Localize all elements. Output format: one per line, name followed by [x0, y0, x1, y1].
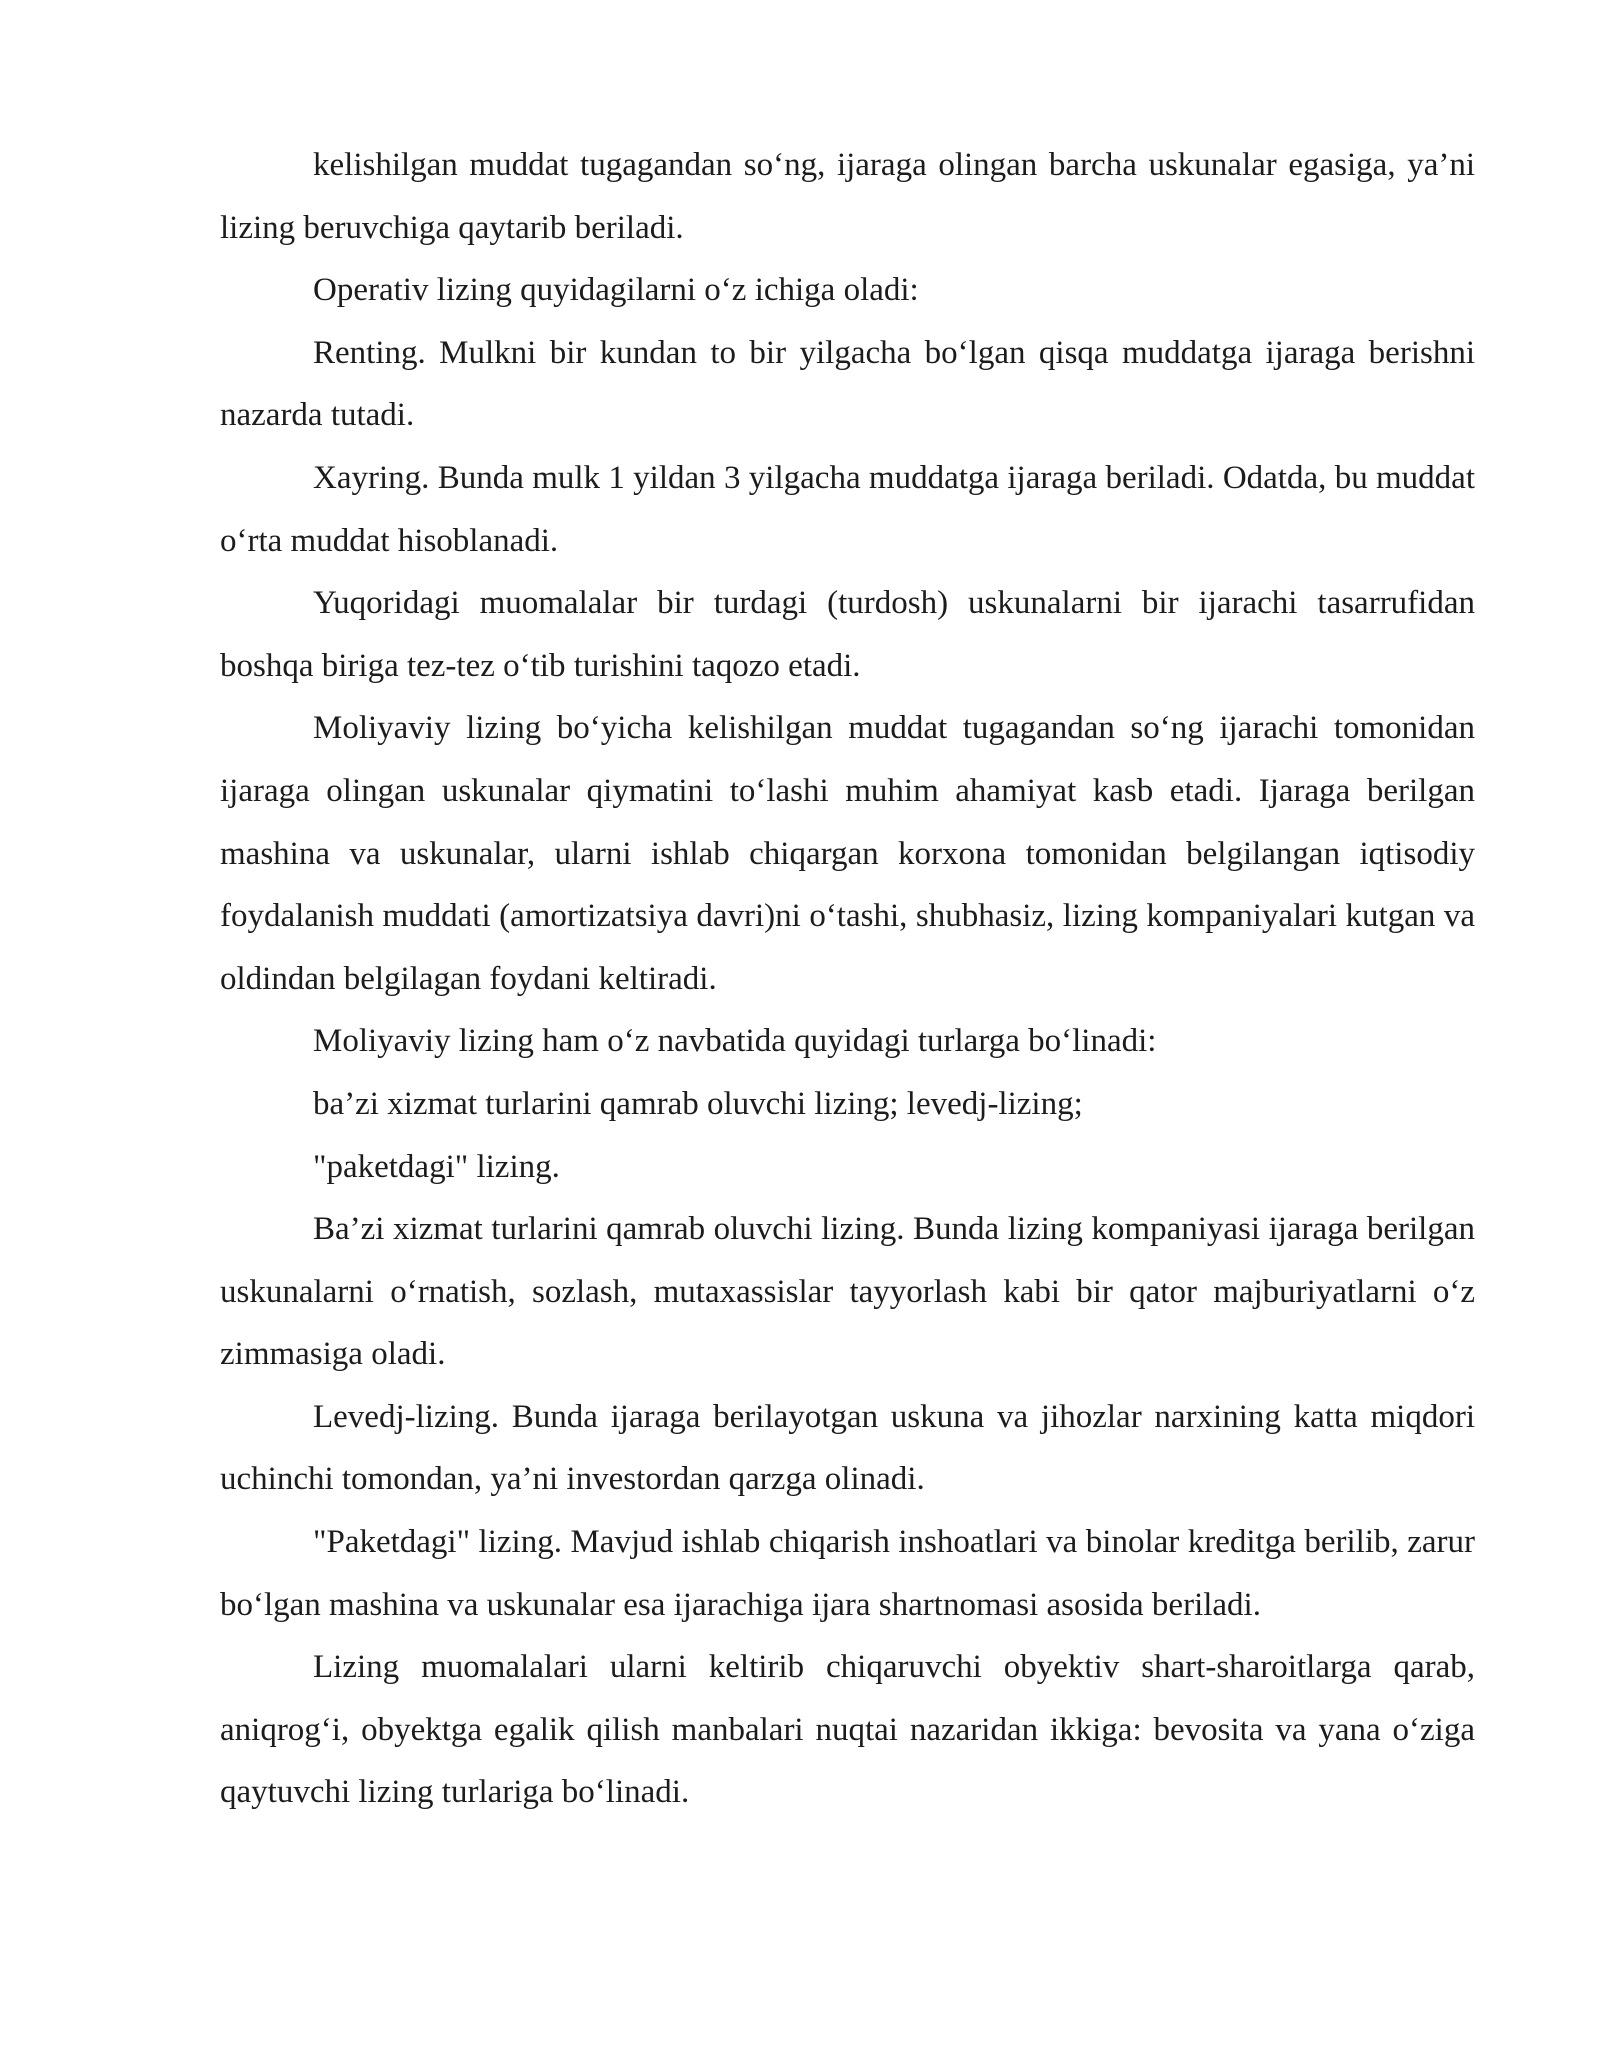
document-page: [220, 134, 1475, 1824]
paragraph-continuation: kelishilgan muddat tugagandan so‘ng, ijaraga olingan barcha uskunalar egasiga, ya’ni lizing beruvchiga qaytarib beriladi.: [220, 147, 1475, 246]
paragraph-xayring: Xayring. Bunda mulk 1 yildan 3 yilgacha muddatga ijaraga beriladi. Odatda, bu muddat o‘rta muddat hisoblanadi.: [220, 459, 1475, 559]
paragraph-paketdagi-lizing: "Paketdagi" lizing. Mavjud ishlab chiqarish inshoatlari va binolar kreditga berilib, zarur bo‘lgan mashina va uskunalar esa ijarachiga ijara shartnomasi asosida beriladi.: [220, 1524, 1475, 1623]
list-item-paketdagi: "paketdagi" lizing.: [313, 1148, 560, 1185]
paragraph-lizing-muomalalari: Lizing muomalalari ularni keltirib chiqaruvchi obyektiv shart-sharoitlarga qarab, aniqrog‘i, obyektga egalik qilish manbalari nuqtai nazaridan ikkiga: bevosita va yana o‘ziga qaytuvchi lizing turlariga bo‘linadi.: [220, 1649, 1475, 1811]
paragraph-moliyaviy-turlari: Moliyaviy lizing ham o‘z navbatida quyidagi turlarga bo‘linadi:: [313, 1023, 1157, 1060]
paragraph-yuqoridagi: Yuqoridagi muomalalar bir turdagi (turdosh) uskunalarni bir ijarachi tasarrufidan boshqa biriga tez-tez o‘tib turishini taqozo etadi.: [220, 585, 1475, 684]
paragraph-bazi-xizmat: Ba’zi xizmat turlarini qamrab oluvchi lizing. Bunda lizing kompaniyasi ijaraga berilgan uskunalarni o‘rnatish, sozlash, mutaxassislar tayyorlash kabi bir qator majburiyatlarni o‘z zimmasiga oladi.: [220, 1211, 1475, 1373]
paragraph-moliyaviy-lizing: Moliyaviy lizing bo‘yicha kelishilgan muddat tugagandan so‘ng ijarachi tomonidan ijaraga olingan uskunalar qiymatini to‘lashi muhim ahamiyat kasb etadi. Ijaraga berilgan mashina va uskunalar, ularni ishlab chiqargan korxona tomonidan belgilangan iqtisodiy foydalanish muddati (amortizatsiya davri)ni o‘tashi, shubhasiz, lizing kompaniyalari kutgan va oldindan belgilagan foydani keltiradi.: [220, 710, 1475, 997]
list-item-xizmat-levedj: ba’zi xizmat turlarini qamrab oluvchi lizing; levedj-lizing;: [313, 1085, 1083, 1122]
paragraph-renting: Renting. Mulkni bir kundan to bir yilgacha bo‘lgan qisqa muddatga ijaraga berishni nazarda tutadi.: [220, 334, 1475, 434]
paragraph-levedj-lizing: Levedj-lizing. Bunda ijaraga berilayotgan uskuna va jihozlar narxining katta miqdori uchinchi tomondan, ya’ni investordan qarzga olinadi.: [220, 1398, 1475, 1498]
paragraph-operativ-intro: Operativ lizing quyidagilarni o‘z ichiga oladi:: [313, 272, 919, 309]
